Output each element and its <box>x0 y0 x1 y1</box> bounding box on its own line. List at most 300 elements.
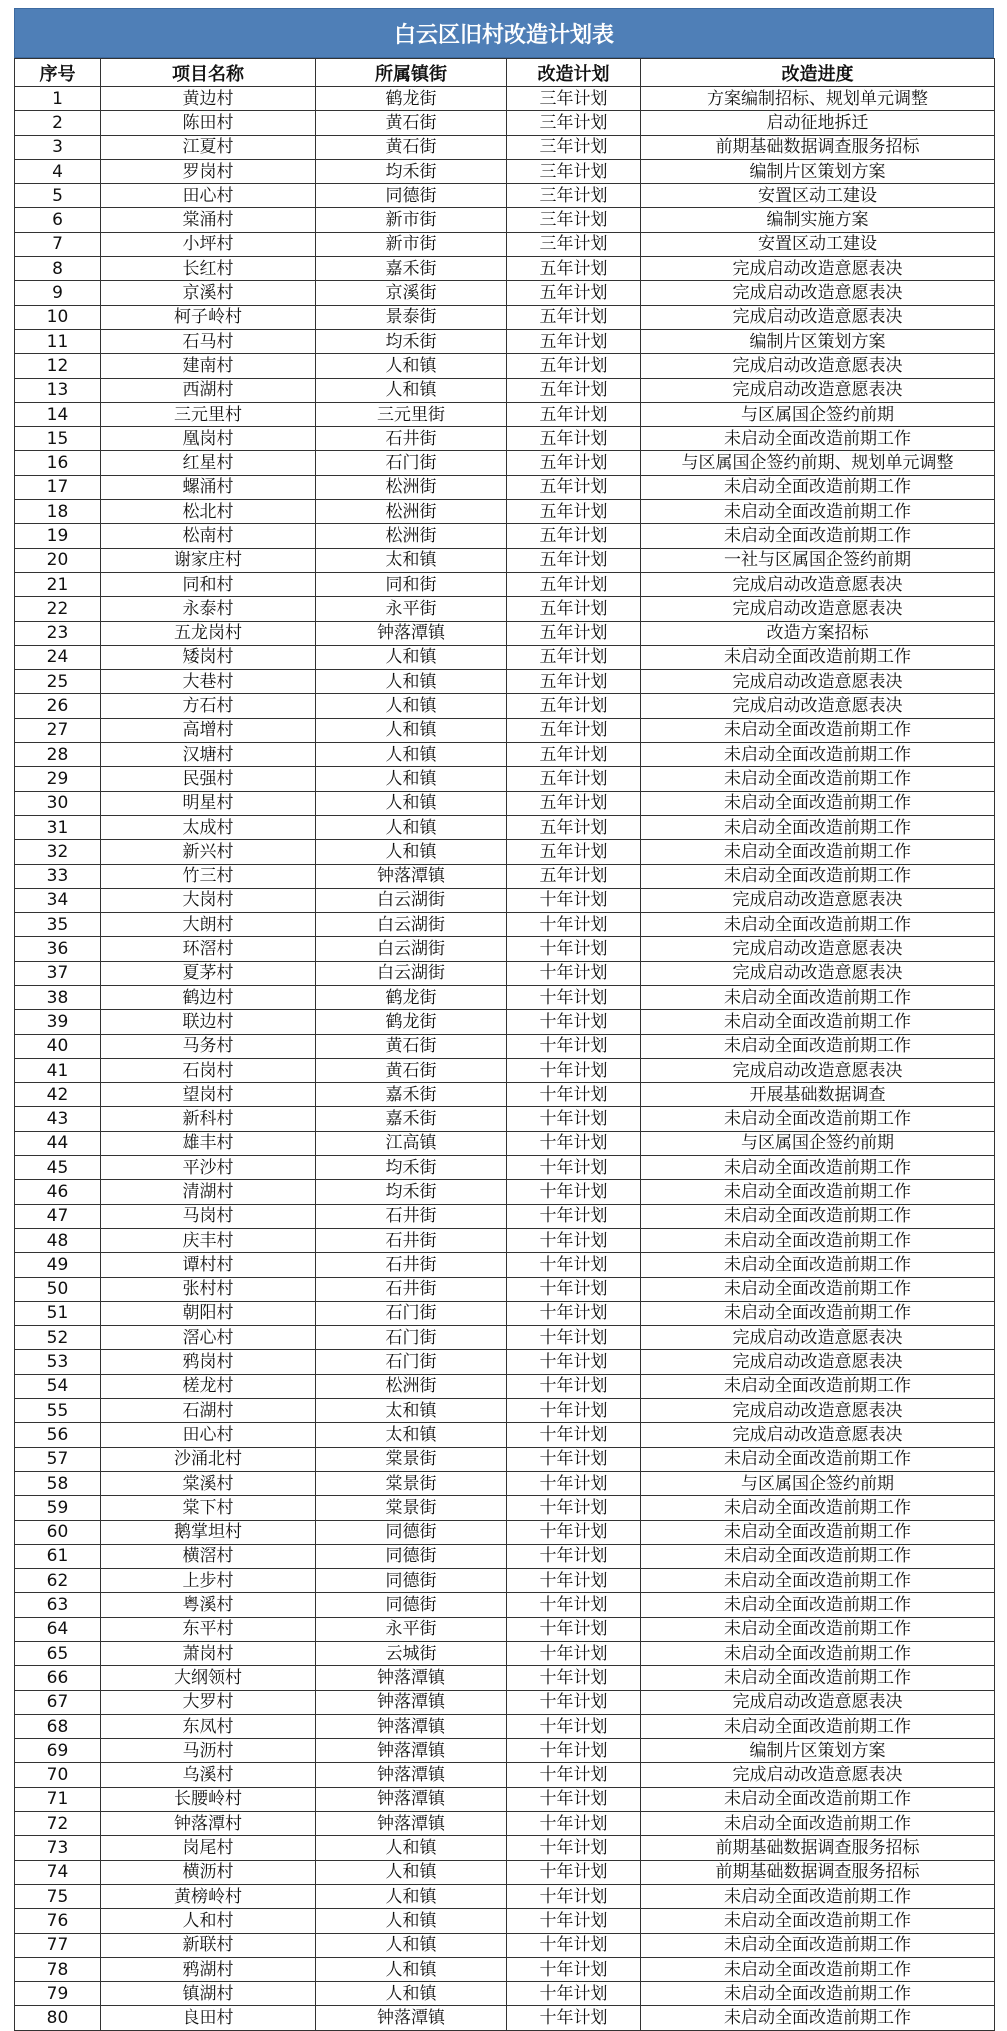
row-progress: 未启动全面改造前期工作 <box>641 1156 995 1180</box>
row-index: 46 <box>15 1180 101 1204</box>
row-district: 石井街 <box>316 1204 507 1228</box>
row-plan: 十年计划 <box>507 1350 641 1374</box>
table-row <box>15 1860 995 1884</box>
row-index: 19 <box>15 524 101 548</box>
row-district: 石门街 <box>316 451 507 475</box>
row-district: 京溪街 <box>316 281 507 305</box>
row-index: 11 <box>15 329 101 353</box>
row-index: 56 <box>15 1423 101 1447</box>
row-district: 白云湖街 <box>316 888 507 912</box>
row-plan: 十年计划 <box>507 1593 641 1617</box>
row-project-name: 建南村 <box>101 354 316 378</box>
row-plan: 五年计划 <box>507 500 641 524</box>
header-row <box>15 59 995 87</box>
row-progress: 未启动全面改造前期工作 <box>641 1520 995 1544</box>
row-index: 43 <box>15 1107 101 1131</box>
row-progress: 完成启动改造意愿表决 <box>641 378 995 402</box>
row-plan: 十年计划 <box>507 1301 641 1325</box>
table-row <box>15 815 995 839</box>
row-project-name: 马岗村 <box>101 1204 316 1228</box>
row-project-name: 石岗村 <box>101 1058 316 1082</box>
row-district: 永平街 <box>316 1617 507 1641</box>
table-row <box>15 1277 995 1301</box>
row-project-name: 马务村 <box>101 1034 316 1058</box>
row-index: 8 <box>15 257 101 281</box>
row-index: 52 <box>15 1326 101 1350</box>
row-plan: 五年计划 <box>507 402 641 426</box>
table-row <box>15 1714 995 1738</box>
row-index: 5 <box>15 184 101 208</box>
row-project-name: 望岗村 <box>101 1083 316 1107</box>
row-project-name: 凰岗村 <box>101 427 316 451</box>
table-row <box>15 1909 995 1933</box>
row-plan: 十年计划 <box>507 1836 641 1860</box>
row-district: 太和镇 <box>316 1423 507 1447</box>
row-plan: 十年计划 <box>507 1083 641 1107</box>
row-plan: 十年计划 <box>507 1982 641 2006</box>
row-index: 30 <box>15 791 101 815</box>
table-row <box>15 913 995 937</box>
row-plan: 十年计划 <box>507 1884 641 1908</box>
row-district: 钟落潭镇 <box>316 1666 507 1690</box>
row-project-name: 镇湖村 <box>101 1982 316 2006</box>
row-district: 钟落潭镇 <box>316 1714 507 1738</box>
row-index: 36 <box>15 937 101 961</box>
row-district: 同和街 <box>316 572 507 596</box>
row-index: 31 <box>15 815 101 839</box>
table-row <box>15 1350 995 1374</box>
row-progress: 完成启动改造意愿表决 <box>641 1350 995 1374</box>
row-district: 人和镇 <box>316 1860 507 1884</box>
row-index: 33 <box>15 864 101 888</box>
table-row <box>15 135 995 159</box>
row-progress: 完成启动改造意愿表决 <box>641 257 995 281</box>
row-district: 同德街 <box>316 184 507 208</box>
row-progress: 未启动全面改造前期工作 <box>641 767 995 791</box>
row-progress: 未启动全面改造前期工作 <box>641 1812 995 1836</box>
table-row <box>15 1083 995 1107</box>
row-district: 人和镇 <box>316 645 507 669</box>
table-title: 白云区旧村改造计划表 <box>14 8 994 58</box>
table-row <box>15 718 995 742</box>
row-plan: 三年计划 <box>507 184 641 208</box>
row-index: 24 <box>15 645 101 669</box>
row-plan: 十年计划 <box>507 1812 641 1836</box>
row-project-name: 明星村 <box>101 791 316 815</box>
table-row <box>15 1569 995 1593</box>
row-index: 67 <box>15 1690 101 1714</box>
table-row <box>15 208 995 232</box>
table-row <box>15 1836 995 1860</box>
table-row <box>15 2006 995 2030</box>
row-project-name: 槎龙村 <box>101 1374 316 1398</box>
row-district: 黄石街 <box>316 1058 507 1082</box>
row-progress: 完成启动改造意愿表决 <box>641 1326 995 1350</box>
table-row <box>15 1471 995 1495</box>
row-progress: 与区属国企签约前期 <box>641 1131 995 1155</box>
row-project-name: 长腰岭村 <box>101 1787 316 1811</box>
row-district: 人和镇 <box>316 840 507 864</box>
row-project-name: 松北村 <box>101 500 316 524</box>
row-plan: 五年计划 <box>507 305 641 329</box>
row-progress: 未启动全面改造前期工作 <box>641 864 995 888</box>
row-district: 太和镇 <box>316 1399 507 1423</box>
row-project-name: 粤溪村 <box>101 1593 316 1617</box>
row-progress: 完成启动改造意愿表决 <box>641 888 995 912</box>
row-project-name: 棠下村 <box>101 1496 316 1520</box>
row-district: 钟落潭镇 <box>316 1763 507 1787</box>
row-district: 钟落潭镇 <box>316 1787 507 1811</box>
row-project-name: 雄丰村 <box>101 1131 316 1155</box>
row-index: 18 <box>15 500 101 524</box>
row-plan: 十年计划 <box>507 1642 641 1666</box>
row-plan: 十年计划 <box>507 1374 641 1398</box>
table-row <box>15 1496 995 1520</box>
row-index: 71 <box>15 1787 101 1811</box>
table-row <box>15 427 995 451</box>
row-index: 66 <box>15 1666 101 1690</box>
row-progress: 完成启动改造意愿表决 <box>641 1763 995 1787</box>
row-index: 77 <box>15 1933 101 1957</box>
table-row <box>15 1253 995 1277</box>
row-district: 黄石街 <box>316 111 507 135</box>
row-project-name: 谢家庄村 <box>101 548 316 572</box>
row-district: 石井街 <box>316 1253 507 1277</box>
row-district: 松洲街 <box>316 500 507 524</box>
row-plan: 三年计划 <box>507 135 641 159</box>
row-plan: 十年计划 <box>507 1569 641 1593</box>
row-plan: 五年计划 <box>507 257 641 281</box>
row-project-name: 螺涌村 <box>101 475 316 499</box>
row-index: 47 <box>15 1204 101 1228</box>
row-plan: 十年计划 <box>507 1471 641 1495</box>
row-district: 均禾街 <box>316 329 507 353</box>
row-progress: 前期基础数据调查服务招标 <box>641 1836 995 1860</box>
row-progress: 未启动全面改造前期工作 <box>641 500 995 524</box>
row-progress: 与区属国企签约前期、规划单元调整 <box>641 451 995 475</box>
row-project-name: 大纲领村 <box>101 1666 316 1690</box>
row-project-name: 三元里村 <box>101 402 316 426</box>
row-plan: 三年计划 <box>507 87 641 111</box>
row-progress: 未启动全面改造前期工作 <box>641 1884 995 1908</box>
row-progress: 未启动全面改造前期工作 <box>641 1909 995 1933</box>
row-district: 石井街 <box>316 1277 507 1301</box>
row-index: 16 <box>15 451 101 475</box>
row-plan: 十年计划 <box>507 937 641 961</box>
row-progress: 未启动全面改造前期工作 <box>641 1617 995 1641</box>
row-district: 人和镇 <box>316 378 507 402</box>
row-progress: 未启动全面改造前期工作 <box>641 524 995 548</box>
row-plan: 五年计划 <box>507 524 641 548</box>
row-district: 钟落潭镇 <box>316 621 507 645</box>
table-row <box>15 621 995 645</box>
table-row <box>15 402 995 426</box>
row-progress: 未启动全面改造前期工作 <box>641 1204 995 1228</box>
row-progress: 完成启动改造意愿表决 <box>641 670 995 694</box>
row-district: 均禾街 <box>316 1156 507 1180</box>
row-progress: 未启动全面改造前期工作 <box>641 1301 995 1325</box>
row-district: 人和镇 <box>316 354 507 378</box>
row-project-name: 鸦岗村 <box>101 1350 316 1374</box>
row-district: 鹤龙街 <box>316 87 507 111</box>
row-index: 15 <box>15 427 101 451</box>
row-project-name: 黄边村 <box>101 87 316 111</box>
row-plan: 十年计划 <box>507 1739 641 1763</box>
table-row <box>15 1301 995 1325</box>
table-row <box>15 937 995 961</box>
header-project-name: 项目名称 <box>101 59 316 87</box>
row-plan: 五年计划 <box>507 281 641 305</box>
row-progress: 未启动全面改造前期工作 <box>641 1642 995 1666</box>
row-progress: 未启动全面改造前期工作 <box>641 1010 995 1034</box>
table-row <box>15 1544 995 1568</box>
row-progress: 未启动全面改造前期工作 <box>641 1228 995 1252</box>
row-index: 10 <box>15 305 101 329</box>
row-project-name: 太成村 <box>101 815 316 839</box>
table-row <box>15 961 995 985</box>
row-plan: 十年计划 <box>507 1010 641 1034</box>
row-district: 三元里街 <box>316 402 507 426</box>
row-plan: 十年计划 <box>507 1690 641 1714</box>
row-progress: 未启动全面改造前期工作 <box>641 1982 995 2006</box>
row-progress: 与区属国企签约前期 <box>641 1471 995 1495</box>
row-progress: 完成启动改造意愿表决 <box>641 572 995 596</box>
row-project-name: 大朗村 <box>101 913 316 937</box>
table-row <box>15 1374 995 1398</box>
row-plan: 五年计划 <box>507 572 641 596</box>
row-district: 人和镇 <box>316 1933 507 1957</box>
row-plan: 十年计划 <box>507 1277 641 1301</box>
row-project-name: 夏茅村 <box>101 961 316 985</box>
row-index: 63 <box>15 1593 101 1617</box>
row-index: 4 <box>15 159 101 183</box>
row-district: 太和镇 <box>316 548 507 572</box>
row-plan: 十年计划 <box>507 1909 641 1933</box>
row-district: 钟落潭镇 <box>316 2006 507 2030</box>
row-index: 7 <box>15 232 101 256</box>
row-progress: 完成启动改造意愿表决 <box>641 1423 995 1447</box>
row-plan: 十年计划 <box>507 888 641 912</box>
table-row <box>15 111 995 135</box>
row-index: 42 <box>15 1083 101 1107</box>
row-district: 棠景街 <box>316 1471 507 1495</box>
row-plan: 五年计划 <box>507 718 641 742</box>
row-plan: 五年计划 <box>507 645 641 669</box>
table-row <box>15 475 995 499</box>
row-district: 棠景街 <box>316 1447 507 1471</box>
row-district: 均禾街 <box>316 1180 507 1204</box>
table-row <box>15 329 995 353</box>
table-row <box>15 1812 995 1836</box>
row-plan: 三年计划 <box>507 159 641 183</box>
row-plan: 十年计划 <box>507 1860 641 1884</box>
row-project-name: 上步村 <box>101 1569 316 1593</box>
row-progress: 未启动全面改造前期工作 <box>641 1787 995 1811</box>
row-progress: 前期基础数据调查服务招标 <box>641 135 995 159</box>
row-index: 2 <box>15 111 101 135</box>
row-index: 76 <box>15 1909 101 1933</box>
row-project-name: 小坪村 <box>101 232 316 256</box>
row-project-name: 黄榜岭村 <box>101 1884 316 1908</box>
row-index: 25 <box>15 670 101 694</box>
row-district: 均禾街 <box>316 159 507 183</box>
row-plan: 十年计划 <box>507 1496 641 1520</box>
row-project-name: 石湖村 <box>101 1399 316 1423</box>
row-index: 68 <box>15 1714 101 1738</box>
row-project-name: 竹三村 <box>101 864 316 888</box>
row-district: 人和镇 <box>316 670 507 694</box>
row-plan: 五年计划 <box>507 354 641 378</box>
row-project-name: 大罗村 <box>101 1690 316 1714</box>
table-row <box>15 1690 995 1714</box>
row-index: 26 <box>15 694 101 718</box>
row-project-name: 张村村 <box>101 1277 316 1301</box>
row-plan: 十年计划 <box>507 1131 641 1155</box>
row-progress: 方案编制招标、规划单元调整 <box>641 87 995 111</box>
row-district: 棠景街 <box>316 1496 507 1520</box>
row-progress: 未启动全面改造前期工作 <box>641 1277 995 1301</box>
row-plan: 五年计划 <box>507 815 641 839</box>
row-plan: 十年计划 <box>507 1228 641 1252</box>
row-plan: 十年计划 <box>507 1544 641 1568</box>
table-row <box>15 548 995 572</box>
row-district: 人和镇 <box>316 1909 507 1933</box>
row-plan: 十年计划 <box>507 1156 641 1180</box>
row-plan: 十年计划 <box>507 1666 641 1690</box>
row-project-name: 江夏村 <box>101 135 316 159</box>
table-row <box>15 87 995 111</box>
row-progress: 未启动全面改造前期工作 <box>641 985 995 1009</box>
row-index: 17 <box>15 475 101 499</box>
table-row <box>15 1617 995 1641</box>
row-plan: 十年计划 <box>507 1447 641 1471</box>
table-row <box>15 281 995 305</box>
row-district: 白云湖街 <box>316 961 507 985</box>
row-project-name: 新联村 <box>101 1933 316 1957</box>
row-index: 44 <box>15 1131 101 1155</box>
row-index: 73 <box>15 1836 101 1860</box>
row-district: 新市街 <box>316 208 507 232</box>
row-progress: 完成启动改造意愿表决 <box>641 1690 995 1714</box>
row-district: 景泰街 <box>316 305 507 329</box>
table-row <box>15 159 995 183</box>
row-project-name: 五龙岗村 <box>101 621 316 645</box>
row-district: 石井街 <box>316 427 507 451</box>
table-row <box>15 232 995 256</box>
row-district: 嘉禾街 <box>316 1107 507 1131</box>
row-project-name: 鹤边村 <box>101 985 316 1009</box>
table-row <box>15 572 995 596</box>
row-district: 人和镇 <box>316 743 507 767</box>
row-progress: 前期基础数据调查服务招标 <box>641 1860 995 1884</box>
row-district: 石门街 <box>316 1301 507 1325</box>
row-index: 39 <box>15 1010 101 1034</box>
table-row <box>15 1107 995 1131</box>
row-district: 新市街 <box>316 232 507 256</box>
row-district: 石门街 <box>316 1350 507 1374</box>
row-plan: 十年计划 <box>507 1326 641 1350</box>
row-plan: 十年计划 <box>507 1107 641 1131</box>
row-progress: 编制实施方案 <box>641 208 995 232</box>
row-project-name: 田心村 <box>101 1423 316 1447</box>
row-project-name: 方石村 <box>101 694 316 718</box>
row-progress: 完成启动改造意愿表决 <box>641 1058 995 1082</box>
row-district: 云城街 <box>316 1642 507 1666</box>
row-progress: 一社与区属国企签约前期 <box>641 548 995 572</box>
row-project-name: 鹅掌坦村 <box>101 1520 316 1544</box>
row-index: 49 <box>15 1253 101 1277</box>
table-row <box>15 1058 995 1082</box>
row-project-name: 乌溪村 <box>101 1763 316 1787</box>
row-project-name: 棠溪村 <box>101 1471 316 1495</box>
table-row <box>15 985 995 1009</box>
table-row <box>15 500 995 524</box>
row-plan: 十年计划 <box>507 1423 641 1447</box>
row-plan: 十年计划 <box>507 1399 641 1423</box>
row-progress: 未启动全面改造前期工作 <box>641 815 995 839</box>
row-project-name: 平沙村 <box>101 1156 316 1180</box>
row-progress: 未启动全面改造前期工作 <box>641 1496 995 1520</box>
row-project-name: 庆丰村 <box>101 1228 316 1252</box>
table-row <box>15 1642 995 1666</box>
row-progress: 安置区动工建设 <box>641 184 995 208</box>
row-project-name: 滘心村 <box>101 1326 316 1350</box>
row-plan: 五年计划 <box>507 767 641 791</box>
table-row <box>15 1739 995 1763</box>
row-index: 51 <box>15 1301 101 1325</box>
row-plan: 五年计划 <box>507 378 641 402</box>
table-row <box>15 257 995 281</box>
row-project-name: 清湖村 <box>101 1180 316 1204</box>
row-index: 65 <box>15 1642 101 1666</box>
row-district: 鹤龙街 <box>316 985 507 1009</box>
row-progress: 未启动全面改造前期工作 <box>641 1933 995 1957</box>
row-progress: 未启动全面改造前期工作 <box>641 1666 995 1690</box>
row-progress: 未启动全面改造前期工作 <box>641 743 995 767</box>
table-row <box>15 184 995 208</box>
row-plan: 十年计划 <box>507 985 641 1009</box>
table-row <box>15 1666 995 1690</box>
table-row <box>15 1131 995 1155</box>
row-plan: 五年计划 <box>507 743 641 767</box>
row-index: 80 <box>15 2006 101 2030</box>
row-project-name: 罗岗村 <box>101 159 316 183</box>
row-plan: 五年计划 <box>507 597 641 621</box>
row-plan: 十年计划 <box>507 1787 641 1811</box>
row-index: 40 <box>15 1034 101 1058</box>
row-project-name: 马沥村 <box>101 1739 316 1763</box>
row-progress: 编制片区策划方案 <box>641 1739 995 1763</box>
row-plan: 十年计划 <box>507 1058 641 1082</box>
row-index: 21 <box>15 572 101 596</box>
row-project-name: 柯子岭村 <box>101 305 316 329</box>
row-district: 白云湖街 <box>316 913 507 937</box>
table-row <box>15 694 995 718</box>
row-plan: 十年计划 <box>507 1520 641 1544</box>
table-row <box>15 1982 995 2006</box>
row-district: 人和镇 <box>316 1982 507 2006</box>
row-progress: 完成启动改造意愿表决 <box>641 597 995 621</box>
row-progress: 完成启动改造意愿表决 <box>641 305 995 329</box>
row-plan: 十年计划 <box>507 1957 641 1981</box>
row-district: 永平街 <box>316 597 507 621</box>
row-index: 72 <box>15 1812 101 1836</box>
row-progress: 未启动全面改造前期工作 <box>641 1957 995 1981</box>
row-index: 79 <box>15 1982 101 2006</box>
row-index: 69 <box>15 1739 101 1763</box>
row-district: 人和镇 <box>316 1884 507 1908</box>
table-row <box>15 1399 995 1423</box>
